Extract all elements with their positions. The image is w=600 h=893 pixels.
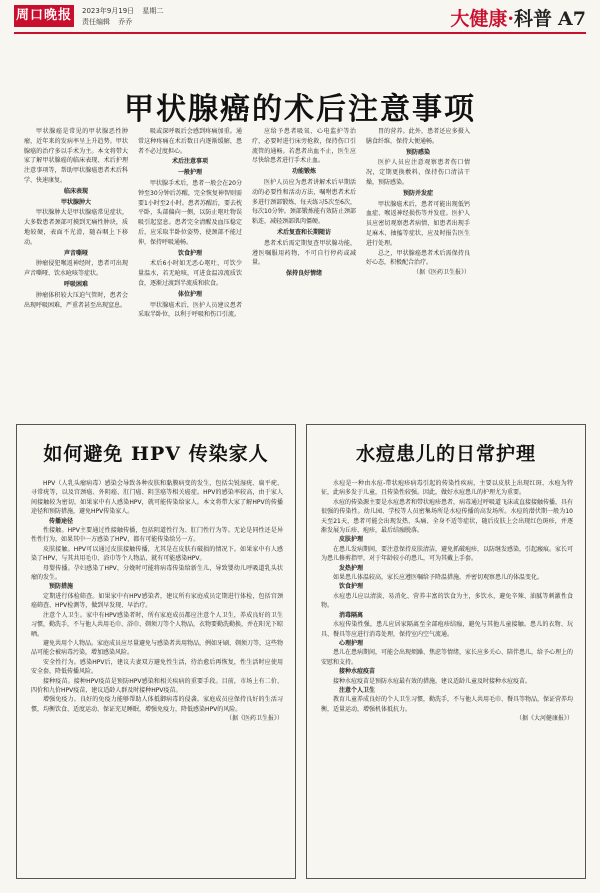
paragraph: 水痘患儿应以清淡、易消化、营养丰富的饮食为主，多饮水，避免辛辣、油腻等刺激性食物。	[321, 592, 573, 610]
article-column-3	[252, 127, 356, 409]
subheading: 传播途径	[49, 517, 74, 525]
paragraph: 应给予患者吸氧、心电监护等治疗，必要时进行床旁抢救，保持伤口引流管的通畅。若患者出血不止，医生应尽快给患者进行手术止血。	[252, 128, 356, 165]
varicella-article-body	[321, 479, 573, 871]
issue-date: 2023年9月19日	[82, 7, 135, 15]
paragraph: 甲状腺手术后，患者一般会在20分钟至30分钟后苏醒，完全恢复神智则需要1小时至2小时。患者苏醒后，要去枕平卧，头部偏向一侧，以防止呕吐物误吸引起窒息。患者完全清醒及血压稳定后，应采取半卧位姿势，使颈部不能过伸，保持呼吸通畅。	[138, 179, 242, 246]
editor-label: 责任编辑	[82, 18, 110, 26]
paragraph: 总之，甲状腺癌患者术后需保持良好心态，积极配合治疗。	[366, 249, 470, 267]
article-title: 甲状腺癌的术后注意事项	[124, 92, 476, 127]
hpv-article-title: 如何避免 HPV 传染家人	[43, 443, 269, 465]
subheading: 呼吸困难	[63, 280, 88, 288]
paragraph: 接种水痘疫苗是预防水痘最有效的措施，建议适龄儿童及时接种水痘疫苗。	[333, 677, 532, 685]
subheading: 心理护理	[339, 639, 364, 647]
paragraph: 母婴传播。孕妇感染了HPV，分娩时可能将病毒传染给新生儿，导致婴幼儿呼吸道乳头状瘤的发生。	[31, 564, 283, 582]
paragraph: 医护人员应注意观察患者伤口情况，定期更换敷料，保持伤口清洁干燥，预防感染。	[366, 159, 470, 186]
paragraph: 吸或深呼吸后会感到疼痛加重。通常这种疼痛在术后数日内逐渐缓解，患者不必过度担心。	[138, 128, 242, 155]
subheading: 甲状腺肿大	[60, 198, 91, 206]
article-column-1	[24, 127, 128, 409]
paragraph: HPV（人乳头瘤病毒）感染会导致各种皮肤和黏膜病变的发生，包括尖锐湿疣、扁平疣、寻常疣等，以及宫颈癌、外阴癌、肛门癌、阴茎癌等相关癌症。HPV的感染率较高，由于家人间接触较为密切，如果家中有人感染HPV，就可能传染给家人。本文将带大家了解HPV的传播途径和预防措施，避免HPV传染家人。	[31, 480, 283, 516]
header-rule	[14, 32, 586, 34]
issue-date-line	[82, 6, 169, 16]
newspaper-logo: 周口晚报	[14, 5, 74, 27]
paragraph: 注意个人卫生。家中有HPV感染者时，所有家庭成员都应注意个人卫生，养成良好的卫生习惯，勤洗手，不与他人共用毛巾、浴巾、剃须刀等个人物品，衣物要勤洗勤换，并在阳光下晾晒。	[31, 611, 283, 638]
paragraph: 医护人员应为患者讲解术后早期活动的必要性和活动方法，嘱咐患者术后多进行颈部锻炼，每天练习5次至6次，每次10分钟。颈部锻炼能有效防止颈部粘连，减轻颈部肌肉僵硬。	[252, 178, 356, 226]
varicella-article-box	[306, 424, 586, 879]
section-name-a: 大健康	[450, 8, 508, 30]
subheading: 临床表现	[63, 187, 88, 195]
subheading: 保持良好情绪	[285, 270, 322, 278]
subheading: 术后复查和长期随访	[276, 228, 331, 236]
subheading: 预防感染	[405, 148, 430, 156]
subheading: 饮食护理	[339, 583, 364, 591]
paragraph: 肿瘤侵犯喉返神经时，患者可出现声音嘶哑、饮水呛咳等症状。	[24, 260, 128, 278]
paragraph: 甲状腺肿大是甲状腺癌常见症状，大多数患者颈部可摸到无痛性肿块，质地较硬，表面不光滑，随吞咽上下移动。	[24, 209, 128, 246]
paragraph: 肿瘤体积较大压迫气管时，患者会出现呼吸困难，严重者甚至出现窒息。	[24, 291, 128, 309]
subheading: 功能锻炼	[291, 168, 316, 176]
article-column-2	[138, 127, 242, 409]
subheading: 预防并发症	[402, 189, 433, 197]
paragraph: 如果患儿体温较高，家长应遵医嘱给予降温措施，并密切观察患儿的体温变化。	[333, 574, 544, 582]
editor-name: 乔乔	[118, 18, 133, 26]
paragraph: 定期进行体检筛查。如果家中有HPV感染者，建议所有家庭成员定期进行体检，包括宫颈癌筛查、HPV检测等，做到早发现、早治疗。	[31, 592, 283, 610]
varicella-article-title: 水痘患儿的日常护理	[355, 443, 536, 465]
page-number: A7	[558, 8, 586, 30]
subheading: 接种水痘疫苗	[339, 668, 376, 676]
paragraph: 水痘传染性强，患儿应居家隔离至全部疱疹结痂，避免与其他儿童接触。患儿的衣物、玩具、餐具等应进行消毒处理，保持室内空气流通。	[321, 621, 573, 638]
subheading: 术后注意事项	[171, 158, 208, 166]
subheading: 注意个人卫生	[339, 686, 376, 694]
section-name-b: 科普	[514, 8, 553, 30]
subheading: 声音嘶哑	[63, 249, 88, 257]
paragraph: 避免共用个人物品。家庭成员应尽量避免与感染者共用物品，例如牙刷、剃须刀等，这些物品可能会被病毒污染，增加感染风险。	[31, 639, 283, 657]
paragraph: （据《大河健康报》）	[515, 715, 573, 723]
paragraph: 甲状腺癌术后，医护人员建议患者采取半卧位，以利于呼吸和伤口引流。	[138, 301, 242, 319]
subheading: 皮肤护理	[339, 536, 364, 544]
paragraph: 胃的营养。此外，患者还应多摄入膳食纤维，保持大便通畅。	[366, 128, 470, 145]
editor-line	[82, 17, 138, 27]
paragraph: 水痘是一种由水痘-带状疱疹病毒引起的传染性疾病，主要以皮肤上出现红斑、水疱为特征，此病多发于儿童，且传染性较强。因此，做好水痘患儿的护理尤为重要。	[321, 480, 573, 497]
paragraph: 接种疫苗。接种HPV疫苗是预防HPV感染和相关疾病的重要手段。目前，市场上有二价、四价和九价HPV疫苗，建议适龄人群及时接种HPV疫苗。	[31, 677, 283, 694]
subheading: 饮食护理	[177, 249, 202, 257]
article-column-5	[480, 127, 584, 409]
paragraph: 甲状腺癌术后，患者可能出现低钙血症、喉返神经损伤等并发症。医护人员应密切观察患者病情，如患者出现手足麻木、抽搐等症状，应及时报告医生进行处理。	[366, 200, 470, 247]
paragraph: 皮肤接触。HPV可以通过皮肤接触传播，尤其是在皮肤有破损的情况下。如果家中有人感染了HPV，与其共用毛巾、浴巾等个人物品，就有可能感染HPV。	[31, 545, 283, 563]
paragraph: 安全性行为。感染HPV后，建议夫妻双方避免性生活，待治愈后再恢复，性生活时应使用安全套，降低传播风险。	[31, 658, 283, 676]
paragraph: 性接触。HPV主要通过性接触传播，包括阴道性行为、肛门性行为等。无论是同性还是异性性行为，如果其中一方感染了HPV，都有可能传染给另一方。	[31, 527, 283, 544]
paragraph: 增强免疫力。良好的免疫力能够帮助人体抵御病毒的侵袭。家庭成员应保持良好的生活习惯，均衡饮食、适度运动、保证充足睡眠，增强免疫力，降低感染HPV的风险。	[31, 696, 283, 713]
issue-weekday: 星期二	[142, 7, 164, 15]
hpv-article-body	[31, 479, 283, 871]
paragraph: 患儿在患病期间，可能会出现烦躁、焦虑等情绪，家长应多关心、陪伴患儿，给予心理上的安慰和支持。	[321, 649, 573, 666]
subheading: 体位护理	[177, 290, 202, 298]
paragraph: 术后6小时如无恶心呕吐，可饮少量温水，若无呛咳，可进食温凉流质饮食，逐渐过渡到半流质和软食。	[138, 260, 242, 287]
paragraph: 教育儿童养成良好的个人卫生习惯，勤洗手，不与他人共用毛巾、餐具等物品，保证营养均衡，适量运动，增强机体抵抗力。	[321, 696, 573, 713]
paragraph: 甲状腺癌是常见的甲状腺恶性肿瘤，近年来的发病率呈上升趋势。甲状腺癌的治疗多以手术为主。本文将带大家了解甲状腺癌的临床表现、术后护理注意事项等，帮助甲状腺癌患者术后科学、快速康复。	[24, 128, 128, 184]
paragraph: （据《医药卫生报》）	[412, 269, 470, 277]
section-dot: ·	[507, 8, 515, 30]
subheading: 发热护理	[339, 564, 364, 572]
paragraph: 在患儿发病期间，要注意保持皮肤清洁，避免抓破疱疹，以防继发感染，引起瘢痕。家长可为患儿修剪指甲，对于年龄较小的患儿，可为其戴上手套。	[321, 545, 573, 563]
paragraph: 水痘的传染源主要是水痘患者和带状疱疹患者，病毒通过呼吸道飞沫或直接接触传播，具有很强的传染性。幼儿园、学校等人员密集场所是水痘传播的高发场所。水痘的潜伏期一般为10天至21天，患者可能会出现发热、头痛、全身不适等症状，随后皮肤上会出现红色斑疹，并逐渐发展为丘疹、疱疹，最后结痂脱落。	[321, 498, 573, 535]
subheading: 预防措施	[49, 583, 74, 591]
article-column-4	[366, 127, 470, 409]
subheading: 一般护理	[177, 169, 202, 177]
hpv-article-box	[16, 424, 296, 879]
paragraph: 患者术后需定期复查甲状腺功能，遵医嘱服用药物，不可自行停药或减量。	[252, 239, 356, 267]
subheading: 消毒隔离	[339, 611, 364, 619]
section-title	[450, 4, 586, 31]
paragraph: （据《医药卫生报》）	[225, 715, 283, 723]
masthead	[0, 0, 600, 36]
